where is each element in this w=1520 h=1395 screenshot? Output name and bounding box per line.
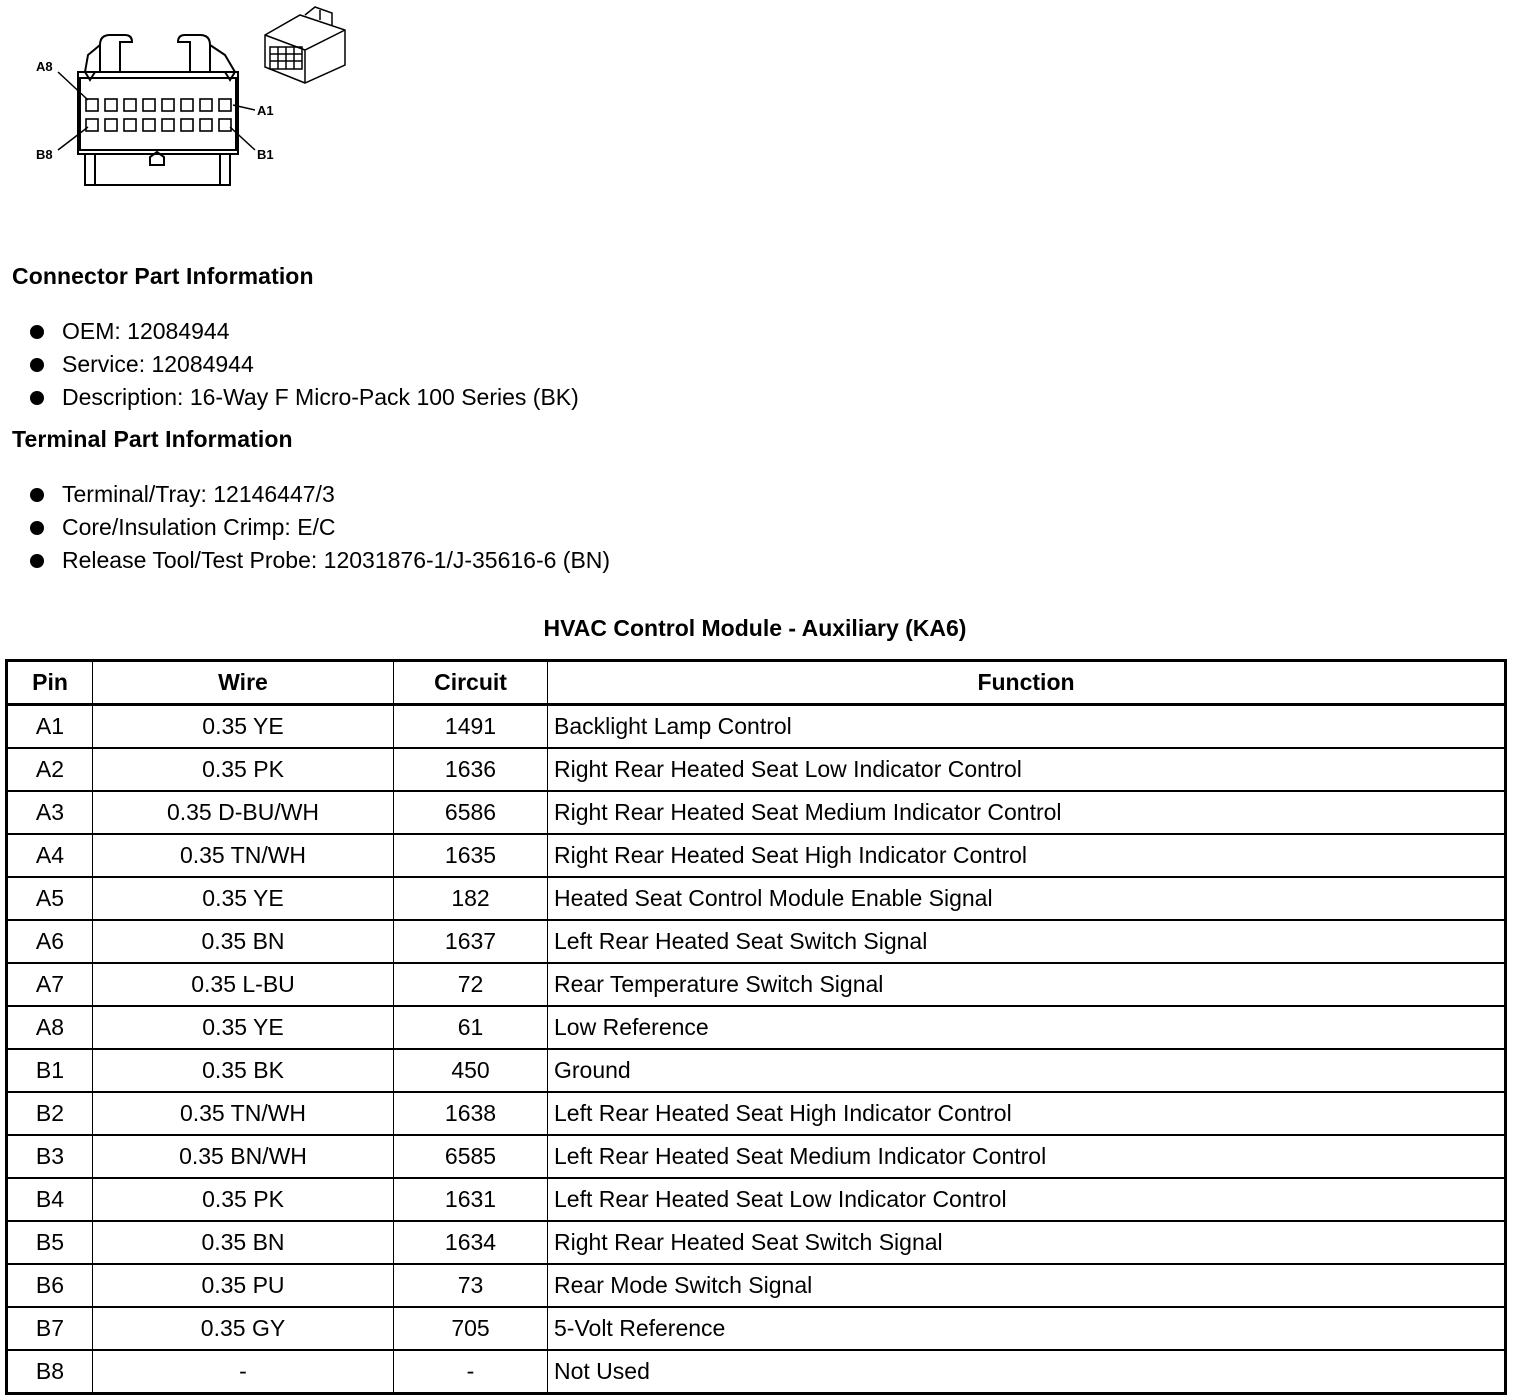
cell-pin: B1	[7, 1049, 93, 1092]
cell-circuit: 6585	[394, 1135, 548, 1178]
label-a8: A8	[36, 59, 53, 74]
label-b1: B1	[257, 147, 274, 162]
table-row	[7, 834, 1506, 877]
cell-function: 5-Volt Reference	[548, 1307, 1506, 1350]
cell-pin: A8	[7, 1006, 93, 1049]
cell-pin: A3	[7, 791, 93, 834]
cell-function: Left Rear Heated Seat Switch Signal	[548, 920, 1506, 963]
pin-cavity-row-a	[86, 99, 231, 111]
cell-wire: 0.35 BN/WH	[93, 1135, 394, 1178]
cell-pin: B4	[7, 1178, 93, 1221]
cell-function: Not Used	[548, 1350, 1506, 1394]
list-item: OEM: 12084944	[30, 315, 579, 348]
cell-pin: A5	[7, 877, 93, 920]
table-row	[7, 1178, 1506, 1221]
header-function: Function	[548, 661, 1506, 705]
table-row	[7, 963, 1506, 1006]
cell-wire: 0.35 GY	[93, 1307, 394, 1350]
bullet-icon	[30, 358, 44, 372]
cell-function: Right Rear Heated Seat Low Indicator Control	[548, 748, 1506, 791]
cell-pin: B3	[7, 1135, 93, 1178]
connector-diagram	[30, 0, 370, 200]
cell-pin: B2	[7, 1092, 93, 1135]
cell-wire: -	[93, 1350, 394, 1394]
pin-table	[5, 659, 1507, 1395]
cell-wire: 0.35 D-BU/WH	[93, 791, 394, 834]
cell-circuit: 1635	[394, 834, 548, 877]
bullet-icon	[30, 488, 44, 502]
connector-part-list	[30, 315, 579, 414]
cell-function: Low Reference	[548, 1006, 1506, 1049]
label-b8: B8	[36, 147, 53, 162]
cell-pin: B5	[7, 1221, 93, 1264]
cell-pin: A7	[7, 963, 93, 1006]
cell-pin: A6	[7, 920, 93, 963]
bullet-icon	[30, 554, 44, 568]
label-a1: A1	[257, 103, 274, 118]
pin-cavity-row-b	[86, 119, 231, 131]
table-row	[7, 1350, 1506, 1394]
cell-circuit: 1636	[394, 748, 548, 791]
bullet-icon	[30, 325, 44, 339]
table-row	[7, 1307, 1506, 1350]
connector-part-heading: Connector Part Information	[12, 263, 314, 289]
cell-pin: B8	[7, 1350, 93, 1394]
cell-function: Right Rear Heated Seat High Indicator Control	[548, 834, 1506, 877]
cell-wire: 0.35 PK	[93, 1178, 394, 1221]
cell-circuit: 450	[394, 1049, 548, 1092]
table-row	[7, 877, 1506, 920]
cell-wire: 0.35 YE	[93, 705, 394, 749]
header-pin: Pin	[7, 661, 93, 705]
bullet-icon	[30, 391, 44, 405]
table-row	[7, 1049, 1506, 1092]
table-row	[7, 1006, 1506, 1049]
table-row	[7, 748, 1506, 791]
pin-table-body	[7, 705, 1506, 1394]
connector-isometric-view	[265, 7, 345, 83]
cell-wire: 0.35 BN	[93, 920, 394, 963]
bullet-icon	[30, 521, 44, 535]
terminal-part-heading: Terminal Part Information	[12, 426, 293, 452]
cell-circuit: 1637	[394, 920, 548, 963]
cell-circuit: 72	[394, 963, 548, 1006]
cell-circuit: 61	[394, 1006, 548, 1049]
header-circuit: Circuit	[394, 661, 548, 705]
cell-function: Left Rear Heated Seat Low Indicator Control	[548, 1178, 1506, 1221]
cell-wire: 0.35 BN	[93, 1221, 394, 1264]
cell-function: Rear Temperature Switch Signal	[548, 963, 1506, 1006]
cell-circuit: 6586	[394, 791, 548, 834]
cell-function: Rear Mode Switch Signal	[548, 1264, 1506, 1307]
table-title: HVAC Control Module - Auxiliary (KA6)	[543, 615, 967, 641]
cell-pin: B6	[7, 1264, 93, 1307]
list-item: Release Tool/Test Probe: 12031876-1/J-35616-6 (BN)	[30, 544, 610, 577]
cell-function: Ground	[548, 1049, 1506, 1092]
header-wire: Wire	[93, 661, 394, 705]
list-item: Description: 16-Way F Micro-Pack 100 Series (BK)	[30, 381, 579, 414]
cell-circuit: -	[394, 1350, 548, 1394]
cell-wire: 0.35 BK	[93, 1049, 394, 1092]
cell-wire: 0.35 PK	[93, 748, 394, 791]
cell-circuit: 1634	[394, 1221, 548, 1264]
cell-circuit: 182	[394, 877, 548, 920]
cell-pin: A4	[7, 834, 93, 877]
list-item: Terminal/Tray: 12146447/3	[30, 478, 610, 511]
cell-function: Left Rear Heated Seat High Indicator Control	[548, 1092, 1506, 1135]
cell-wire: 0.35 YE	[93, 877, 394, 920]
connector-face-drawing	[30, 0, 370, 200]
cell-function: Right Rear Heated Seat Medium Indicator Control	[548, 791, 1506, 834]
cell-function: Backlight Lamp Control	[548, 705, 1506, 749]
table-row	[7, 1092, 1506, 1135]
table-row	[7, 1135, 1506, 1178]
cell-circuit: 73	[394, 1264, 548, 1307]
cell-pin: B7	[7, 1307, 93, 1350]
cell-function: Right Rear Heated Seat Switch Signal	[548, 1221, 1506, 1264]
table-row	[7, 920, 1506, 963]
list-item: Core/Insulation Crimp: E/C	[30, 511, 610, 544]
cell-wire: 0.35 TN/WH	[93, 1092, 394, 1135]
table-row	[7, 705, 1506, 749]
table-row	[7, 1264, 1506, 1307]
cell-circuit: 1491	[394, 705, 548, 749]
cell-pin: A2	[7, 748, 93, 791]
cell-function: Left Rear Heated Seat Medium Indicator Control	[548, 1135, 1506, 1178]
table-header-row	[7, 661, 1506, 705]
cell-circuit: 1631	[394, 1178, 548, 1221]
cell-circuit: 705	[394, 1307, 548, 1350]
cell-wire: 0.35 YE	[93, 1006, 394, 1049]
cell-function: Heated Seat Control Module Enable Signal	[548, 877, 1506, 920]
table-row	[7, 791, 1506, 834]
cell-wire: 0.35 L-BU	[93, 963, 394, 1006]
cell-pin: A1	[7, 705, 93, 749]
terminal-part-list	[30, 478, 610, 577]
cell-circuit: 1638	[394, 1092, 548, 1135]
table-row	[7, 1221, 1506, 1264]
cell-wire: 0.35 PU	[93, 1264, 394, 1307]
cell-wire: 0.35 TN/WH	[93, 834, 394, 877]
list-item: Service: 12084944	[30, 348, 579, 381]
